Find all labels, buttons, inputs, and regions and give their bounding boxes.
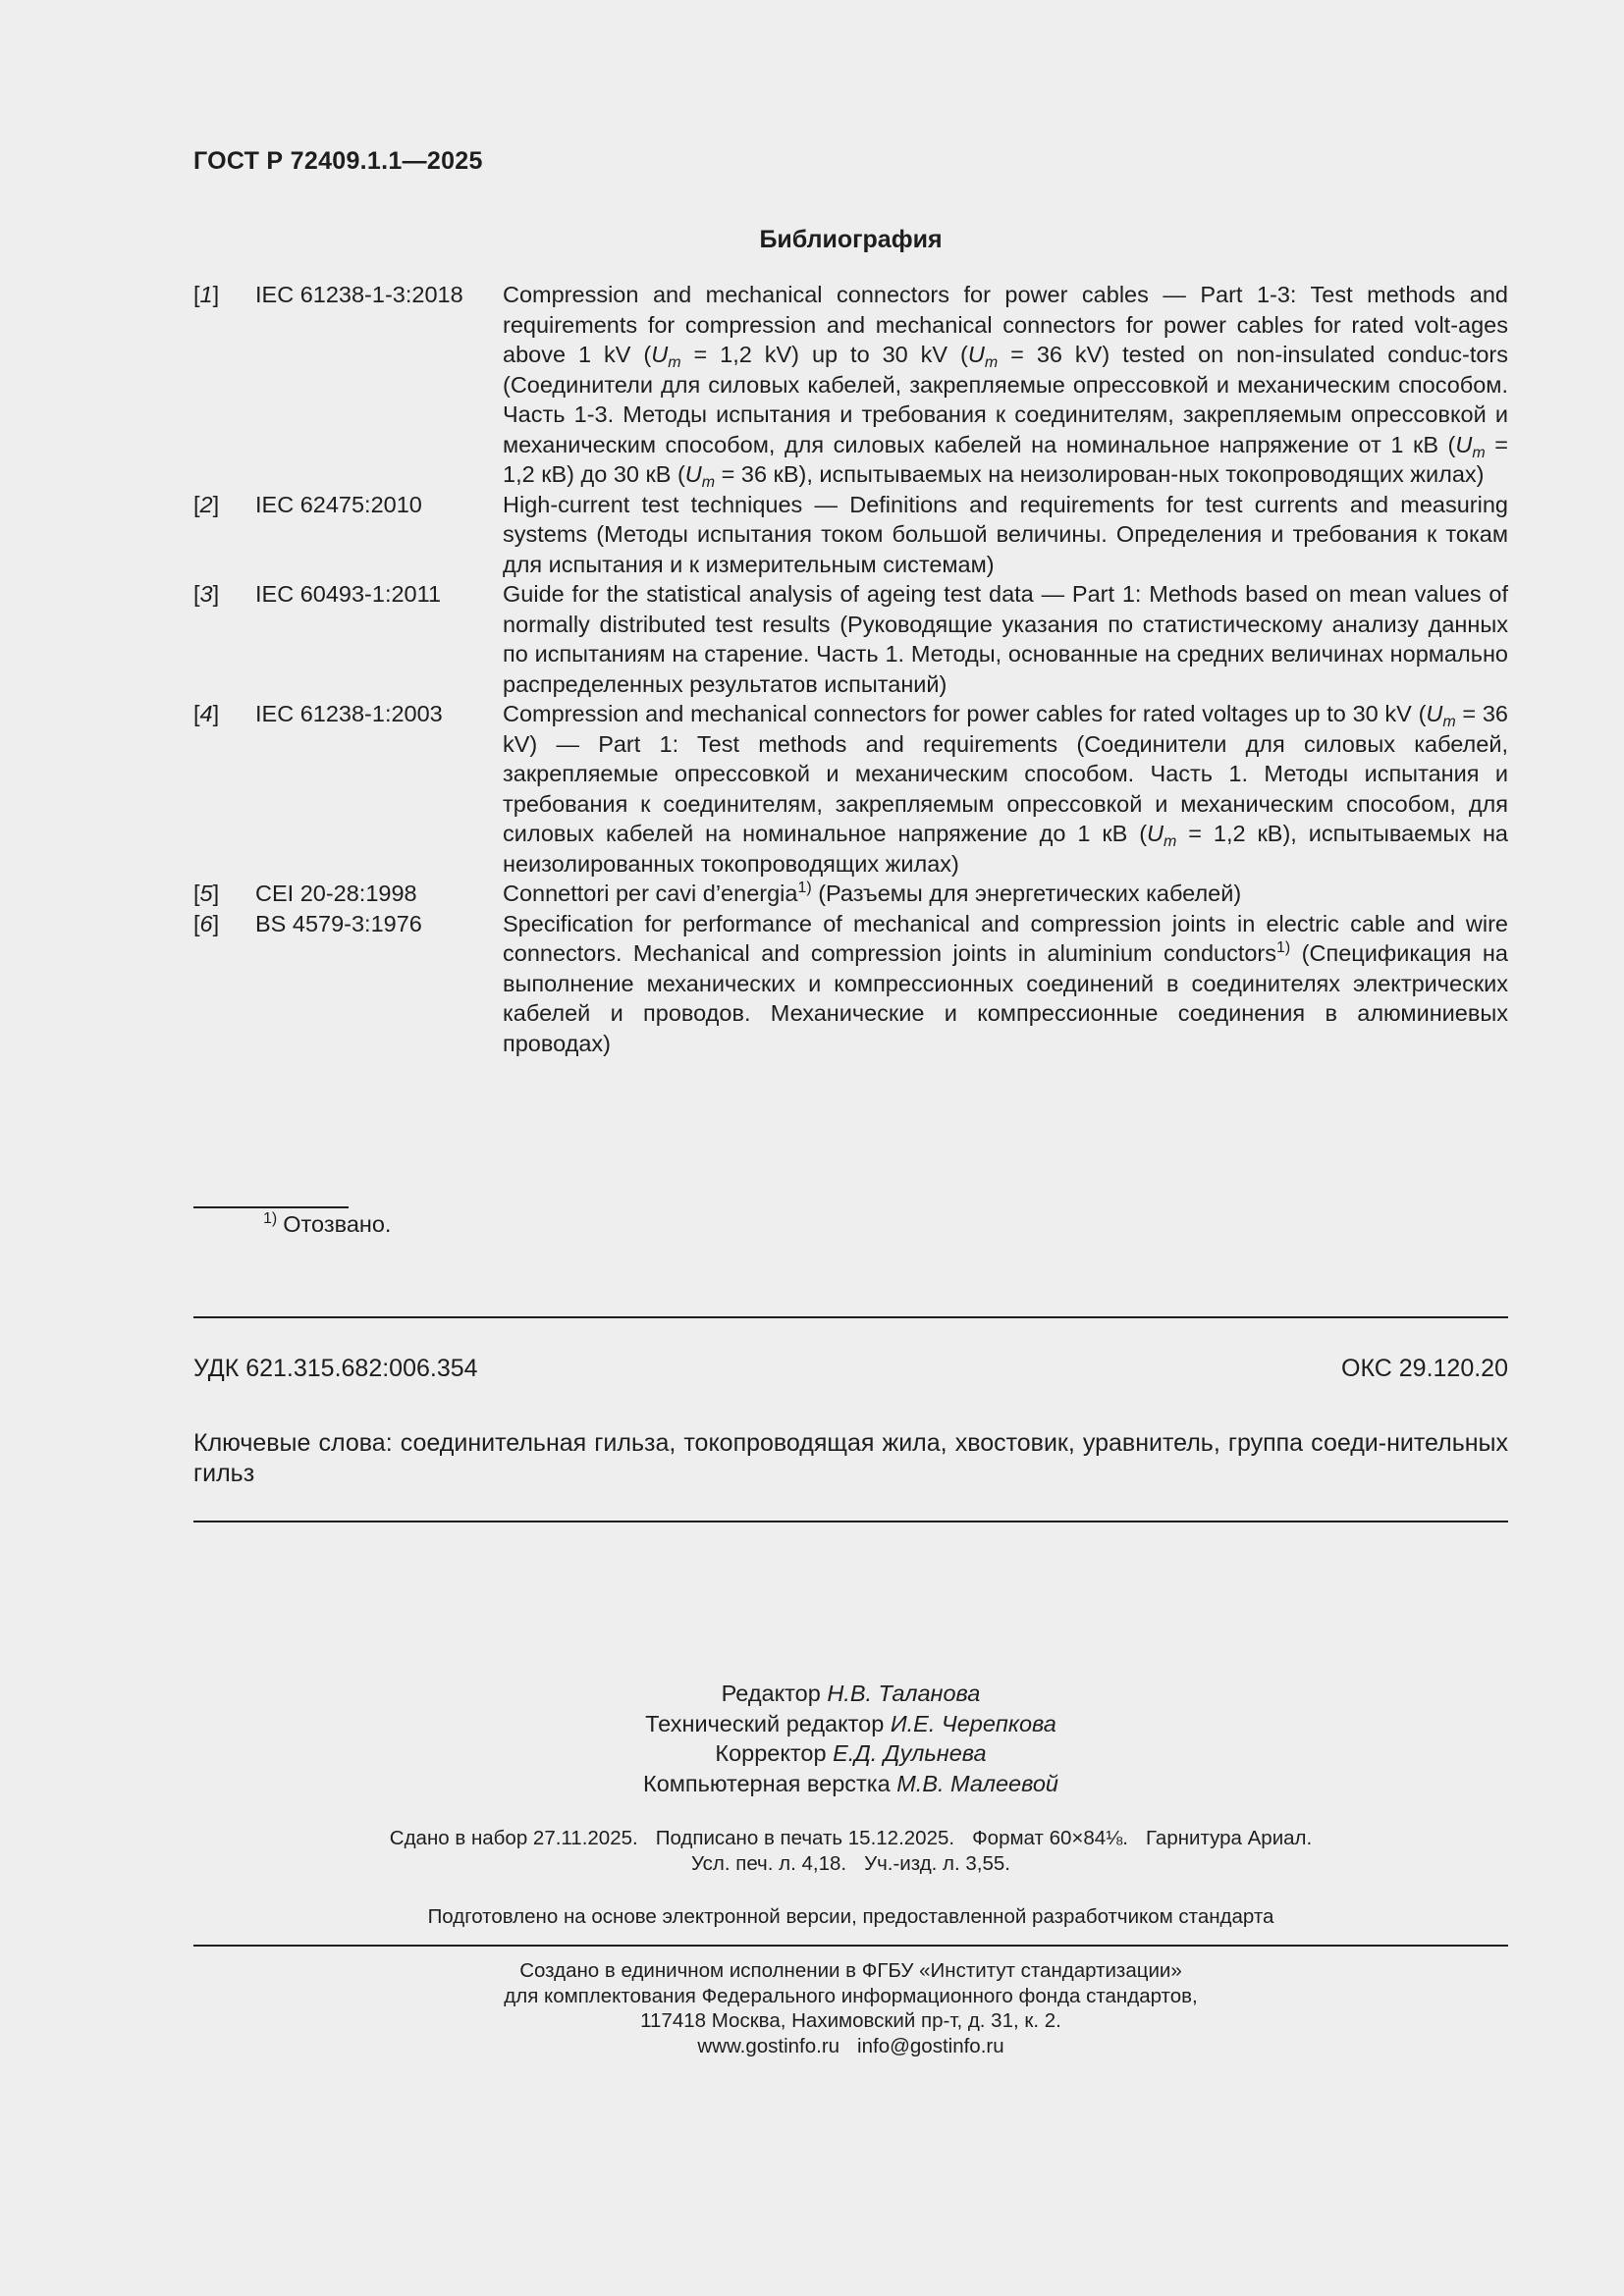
entry-code: IEC 62475:2010 [255,491,422,517]
oks-code: ОКС 29.120.20 [1341,1355,1508,1382]
credit-line: Компьютерная верстка М.В. Малеевой [643,1770,1058,1796]
entry-number: [6] [193,910,220,936]
credit-line: Редактор Н.В. Таланова [721,1681,981,1706]
credit-line: Технический редактор И.Е. Черепкова [645,1710,1056,1736]
entry-code: IEC 60493-1:2011 [255,581,442,607]
bibliography-entry [193,879,1508,909]
keywords: Ключевые слова: соединительная гильза, токопроводящая жила, хвостовик, уравнитель, группа соеди-нительных гильз [193,1429,1508,1487]
bibliography-entry [193,909,1508,1059]
bibliography-entry [193,699,1508,879]
divider [193,1521,1508,1522]
document-number: ГОСТ Р 72409.1.1—2025 [193,147,483,175]
entry-description: High-current test techniques — Definitions and requirements for test currents and measuring systems (Методы испытания током большой величины. Определения и требования к токам для испытания и к измерительным системам) [503,491,1508,577]
entry-description: Compression and mechanical connectors for power cables for rated voltages up to 30 kV ($U_m = 36$ kV) — Part 1: Test methods and requirements (Соединители для силовых кабелей, закрепляемые опрессовкой и механическим способом. Часть 1. Методы испытания и требования к соединителям, закрепляемым опрессовкой и механическим способом, для силовых кабелей на номинальное напряжение до 1 кВ ($U_m = 1,2$ кВ), испытываемых на неизолированных токопроводящих жилах) [503,701,1508,877]
entry-description: Connettori per cavi d’energia$^{1)}$ (Разъемы для энергетических кабелей) [503,880,1242,906]
publisher-block: Создано в единичном исполнении в ФГБУ «Институт стандартизации» для комплектования Федерального информационного фонда стандартов, 117418 Москва, Нахимовский пр-т, д. 31, к. 2. www.gostinfo.ru info@gostinfo.ru [504,1959,1198,2057]
credit-line: Корректор Е.Д. Дульнева [715,1740,987,1766]
entry-number: [4] [193,701,220,726]
divider [193,1945,1508,1947]
entry-code: IEC 61238-1:2003 [255,701,443,726]
footnote-mark: 1) [263,1210,278,1227]
entry-code: BS 4579-3:1976 [255,910,422,936]
footnote-reference: 1) [1276,939,1291,956]
entry-description: Compression and mechanical connectors for power cables — Part 1-3: Test methods and requirements for compression and mechanical connectors for power cables for rated volt-ages above 1 kV ($U_m = 1,2$ kV) up to 30 kV ($U_m = 36$ kV) tested on non-insulated conduc-tors (Соединители для силовых кабелей, закрепляемые опрессовкой и механическим способом. Часть 1-3. Методы испытания и требования к соединителям, закрепляемым опрессовкой и механическим способом, для силовых кабелей на номинальное напряжение от 1 кВ ($U_m = 1,2$ кВ) до 30 кВ ($U_m = 36$ кВ), испытываемых на неизолирован-ных токопроводящих жилах) [503,282,1508,491]
udk-code: УДК 621.315.682:006.354 [193,1355,478,1382]
footnote [263,1211,391,1238]
bibliography-entry [193,280,1508,490]
entry-number: [1] [193,282,220,307]
bibliography-title: Библиография [759,226,943,253]
footnote-text: Отозвано. [283,1211,392,1237]
prepared-note: Подготовлено на основе электронной версии, предоставленной разработчиком стандарта [427,1905,1274,1928]
entry-code: IEC 61238-1-3:2018 [255,282,463,307]
bibliography-entry [193,490,1508,580]
footnote-separator [193,1206,349,1208]
entry-description: Specification for performance of mechanical and compression joints in electric cable and wire connectors. Mechanical and compression joints in aluminium conductors$^{1)}$ (Спецификация на выполнение механических и компрессионных соединений в соединителях электрических кабелей и проводов. Механические и компрессионные соединения в алюминиевых проводах) [503,910,1508,1056]
credits-block [0,1679,1624,1798]
footnote-reference: 1) [797,880,812,896]
entry-number: [5] [193,881,220,906]
divider [193,1316,1508,1318]
bibliography-entry [193,579,1508,699]
entry-code: CEI 20-28:1998 [255,881,417,906]
email-link[interactable]: info@gostinfo.ru [857,2034,1004,2057]
entry-number: [3] [193,581,220,607]
bibliography-list [193,280,1508,1058]
website-link[interactable]: www.gostinfo.ru [697,2034,840,2057]
entry-description: Guide for the statistical analysis of ageing test data — Part 1: Methods based on mean values of normally distributed test results (Руководящие указания по статистическому анализу данных по испытаниям на старение. Часть 1. Методы, основанные на средних величинах нормально распределенных результатов испытаний) [503,581,1508,697]
print-info: Сдано в набор 27.11.2025. Подписано в печать 15.12.2025. Формат 60×84⅛. Гарнитура Ариал. Усл. печ. л. 4,18. Уч.-изд. л. 3,55. [389,1827,1313,1875]
entry-number: [2] [193,491,220,517]
